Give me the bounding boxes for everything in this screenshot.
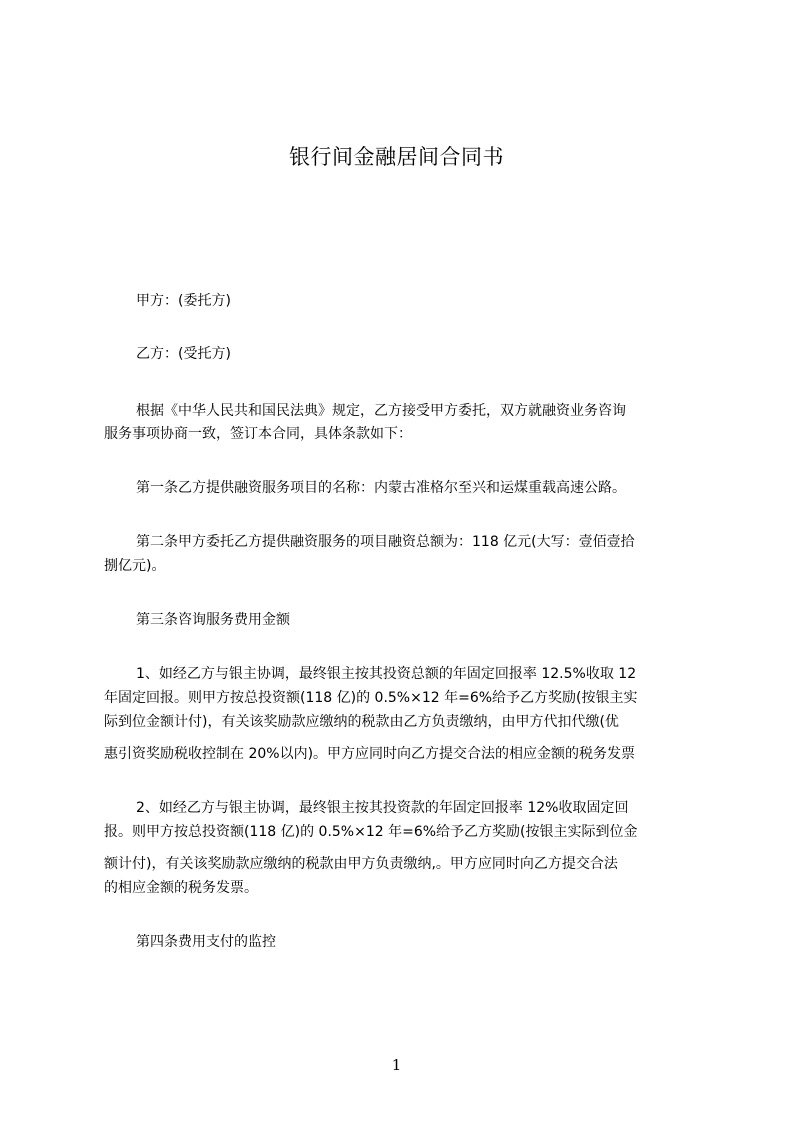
article-4-heading: 第四条费用支付的监控 [136,934,276,950]
article-2-line: 第二条甲方委托乙方提供融资服务的项目融资总额为：118 亿元(大写：壹佰壹拾 [136,534,635,550]
preamble-line: 根据《中华人民共和国民法典》规定，乙方接受甲方委托，双方就融资业务咨询 [136,403,626,419]
clause-2-line: 2、如经乙方与银主协调，最终银主按其投资款的年固定回报率 12%收取固定回 [136,800,629,816]
party-a-line: 甲方：(委托方) [136,293,231,309]
preamble-line: 服务事项协商一致，签订本合同，具体条款如下： [104,426,412,442]
article-2-line: 捌亿元)。 [104,558,166,574]
page-number: 1 [391,1056,402,1074]
clause-2-line: 的相应金额的税务发票。 [104,880,258,896]
clause-1-line: 年固定回报。则甲方按总投资额(118 亿)的 0.5%×12 年=6%给予乙方奖励(按银主实 [104,690,638,706]
article-1: 第一条乙方提供融资服务项目的名称：内蒙古准格尔至兴和运煤重载高速公路。 [136,480,626,496]
document-title: 银行间金融居间合同书 [289,145,504,169]
party-b-line: 乙方：(受托方) [136,346,231,362]
clause-2-line: 报。则甲方按总投资额(118 亿)的 0.5%×12 年=6%给予乙方奖励(按银主实际到位金 [104,824,638,840]
clause-2-line: 额计付)，有关该奖励款应缴纳的税款由甲方负责缴纳,。甲方应同时向乙方提交合法 [104,856,618,872]
clause-1-line: 惠引资奖励税收控制在 20%以内)。甲方应同时向乙方提交合法的相应金额的税务发票 [104,746,636,762]
article-3-heading: 第三条咨询服务费用金额 [136,612,290,628]
clause-1-line: 际到位金额计付)，有关该奖励款应缴纳的税款由乙方负责缴纳，由甲方代扣代缴(优 [104,714,619,730]
clause-1-line: 1、如经乙方与银主协调，最终银主按其投资总额的年固定回报率 12.5%收取 12 [136,666,637,682]
